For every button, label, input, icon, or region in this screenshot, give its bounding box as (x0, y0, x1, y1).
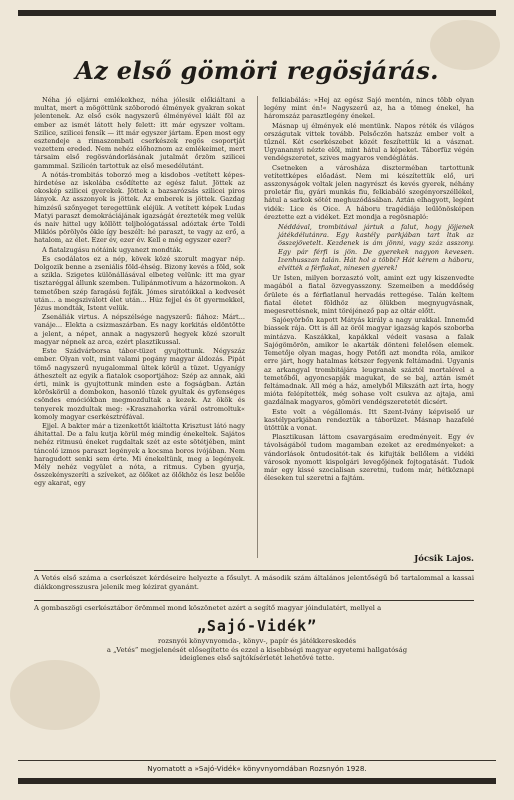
sajo-videk-brand: „Sajó-Vidék” (196, 617, 318, 635)
vetes-notice: A Vetés első száma a cserkészet kérdéseire helyezte a fősulyt. A második szám általános jelentőségű bő tartalommal a kassai diákkongresszusra jelenik meg kézirat gyanánt. (34, 574, 474, 591)
brand-line: a „Vetés” megjelenését elősegítette és ezzel a kisebbségi magyar egyetemi hallgatóság (106, 645, 408, 654)
paper-stain (10, 660, 100, 730)
brand-line: rozsnyói könyvnyomda-, könyv-, papír és játékkereskedés (158, 637, 356, 645)
section-divider (34, 600, 474, 601)
brand-description (60, 637, 454, 663)
top-border-rule (18, 10, 496, 16)
footer-divider (18, 760, 496, 761)
article-paragraph: A fiatalzugásu nótáink ugyanezt mondták. (42, 245, 183, 254)
article-paragraph: Másnap uj élmények elé mentünk. Napos réték és világos országutak vittek tovább. Pelsőczön hatszáz ember volt a tűznél. Két cserkészebet közét feszítettük ki a vásznat. Ugyanannyi nézte elől, mint hátul a képeket. Táborfüz végén vendégszeretet, szives magyaros vendéglátás. (264, 121, 474, 163)
article-body (34, 96, 474, 558)
article-paragraph: Este volt a végállomás. Itt Szent-Ivány képviselő ur kastélyparkjában rendeztük a táborüzet. Másnap hazafelé ütöttük a vonat. (264, 407, 474, 432)
article-paragraph: felkiabálás: »Hej az egész Sajó mentén, nincs több olyan legény mint én!« Nagyszerű az, ha a tömeg énekel, ha háromszáz parasztlegény énekel. (264, 96, 474, 121)
page-title: Az első gömöri regösjárás. (75, 56, 439, 85)
article-paragraph: Néddával, trombitával jártuk a falut, hogy jöjjenek játékdélutánra. Egy kastély parkjában tart ltak az összejövetelt. Kezdenek is ám jönni, vagy száz asszony. Egy pár férfi is jön. De gyerekek nagyon kevesen. Izenhusszan talán. Hát hol a többi? Hát kérem a háboru, elvitték a férfiakat, ninesen gyerek! (278, 223, 474, 273)
printer-imprint: Nyomatott a »Sajó-Vidék« könyvnyomdában Rozsnyón 1928. (147, 764, 367, 773)
section-divider (34, 570, 474, 571)
article-paragraph: Es csodálatos ez a nép, kövek közé szorult magyar nép. Dolgozik benne a zseniális föld-éhség. Bizony kevés a föld, sok a szikla. Szigetes különállásával elbeteg velünk: itt ma gyar tisztaréggal állunk szemben. Tulipánmotívum a házormokon. A temetőben szép faragású fejfák. Jómes siratóikkal a kedvesét után... a megsziválott élet után... Húz fejjel és öt gyermekkel, Jézus mondták, Istent velük. (34, 254, 245, 313)
right-column (257, 96, 474, 558)
article-paragraph: Néha jó eljárni emlékekhez, néha jólesik előkiáltani a multat, mert a mögöttünk szöborodó élmények gyakran sokat jelentenek. Az első csók nagyszerű élményével kiált föl az ember az ismét látott hely felett: itt már egyszer voltam. Szilice, szilicei fensík — itt már egyszer jártam. Épen most egy esztendeje a rimaszombati cserkészek regös csoportját vezettem ereded. Nem nehéz előhoznom az emlékeimet, mert társaim első regösvándorlásának jutalmát őrzöm szilicei gammmal. Szilicén tartottuk az első mesedélutánt. (34, 96, 245, 170)
article-paragraph: Plasztikusan láttom csavargásaim eredményeit. Egy év távolságából tudom magamban ezeket az eredményeket: a vándorlások öntudositót-tak és kifujták bellőlem a vidéki városok nyomott kispolgári levegőjének fojtogatását. Tudok már egy kissé szocialisan szeretni, tudom már, hétköznapi éleseken tul szeretni a fajtám. (264, 433, 474, 483)
article-paragraph: Csetneken a városháza diszterméban tartottunk vetítettképes előadást. Nem mi készítettük elő, uri asszonyságok voltak jelen nagyrészt és kevés gyerek, néhány proletár fiu, gyári munkás fiu, felkiabáló szegényorszéllékel, hátul a sarkok sötét meghuzódásában. Aztán elhagyott, legént vidék: Lice és Oice. A háboru tragédiája leűlönösképen éreztette ezt a vidéket. Ezt mondja a regösnapló: (264, 163, 474, 221)
article-paragraph: Ejjel. A bakter már a tizenkettőt kiáltotta Krisztust látó nagy áhitattal. De a falu kutja körül még mindig énekeltek. Sajátos nehéz ritmusú éneket rugdaltak szét az este sötétjében, mint táncoló izmos paraszt legények a kocsma boros ivójában. Nem haragudott senki sem érte. Mi énekeltünk, meg a legények. Mély nehéz vegyület a nóta, a ritmus. Cyben gyurja, összekényszeríti a szíveket, az ölőket az ölőkhöz és lesz belőle egy akarat, egy (34, 421, 245, 488)
article-paragraph: Zsenáliák virtus. A népszélsége nagyszerű: fiához: Márt... vanáje... Elekta a csizmaszárban. Es nagy korkitás eldöntötte a jelent, a népet, annak a nagyszerű hegyek közé szorult magyar népnek az arca, ezért plasztikussal. (34, 313, 245, 346)
article-paragraph: Este Szádvárborsa tábor-tüzet gyujtottunk. Négyszáz ember. Olyan volt, mint valami pogány magyar áldozás. Pipát tömő nagyszerű nyugalommal ültek körül a tüzet. Ugyanígy áthesztelt az egyik a fiatalok csoportjához: Szép az annak, aki érti, mink is gyujtottunk minden este a fogságban. Aztán köröskörül a dombokon, hasonló tüzek gyultak és gyfenséges csöndes emóciókban megmozdultak a kezek. Az ökök és tenyerek mozdultak meg: »Krasznahorka várál ostromoltuk« komoly magyar cserkésztréfával. (34, 347, 245, 421)
bottom-border-rule (18, 778, 496, 784)
brand-line: ideiglenes első sajtókísérletét lehetővé tette. (179, 654, 335, 663)
article-paragraph: Ur Isten, milyen borzasztó volt, amint ezt ugy kiszenvedte magából a fiatal özvegyasszony. Szemeiben a meddőség őrülete és a férfiatlanul hervadás rettegése. Talán keltem fiatal életet földhöz az ölükben megnyugvásnak, megesrettésnek, mint töréjénező pap az oltár előtt. (264, 274, 474, 316)
author-signature: Jócsik Lajos. (414, 554, 474, 564)
article-paragraph: A nótás-trombitás toborzó meg a kisdobos -vetített képes- hirdetése az iskolába csődítette az egész falut. Jöttek az okoskép szilicei gyerekek. Jöttek a bazsarózsás szilicei piros lányok. Az asszonyok is jöttek. Az emberek is jöttek. Gazdag himzésű szőnyeget teregettünk eléjük. A vetített képek Ludas Matyi paraszt demokráciájának igazságát érezteték meg velük és naiv hittel ugy köllött teljbológatással adóztak érte Toldi Miklós pörölyös ökle így beszélt: hé paraszt, te vagy az erő, a hatalom, az élet. Ezer év, ezer év. Kell e még egyszer ezer? (34, 170, 245, 245)
left-column (34, 96, 245, 558)
article-paragraph: Sajóeyörbőn kapott Mátyás király a nagy urakkal. Innemőd biassek rája. Ott is áll az öröl magyar igazság kapós szoborba mintázva. Kaszákkal, kapákkal védeit vasasa a falak Sajógömörön, amikor le akarták dönteni felelősen elemek. Temetője olyan magas, hogy Petőfi azt mondta róla, amikor erre járt, hogy hatalmas kétszer fegyenk feltámadni. Ugyanis az arkangyal trombitájára leugranak száztól mortalével a temetőből, agyoncsapják magukat, de se baj, aztán ismét feltámadnak. All még a ház, amelyből Mikszáth azt írta, hogy mióta felépítették, még sohase volt csukva az ajtaja, ami gazdálnak magyaros, gömöri vendégszeretetét dicsért. (264, 316, 474, 407)
thanks-intro: A gombaszögi cserkésztábor örömmel mond köszönetet azért a segítő magyar jóindulatért, mellyel a (34, 604, 382, 612)
